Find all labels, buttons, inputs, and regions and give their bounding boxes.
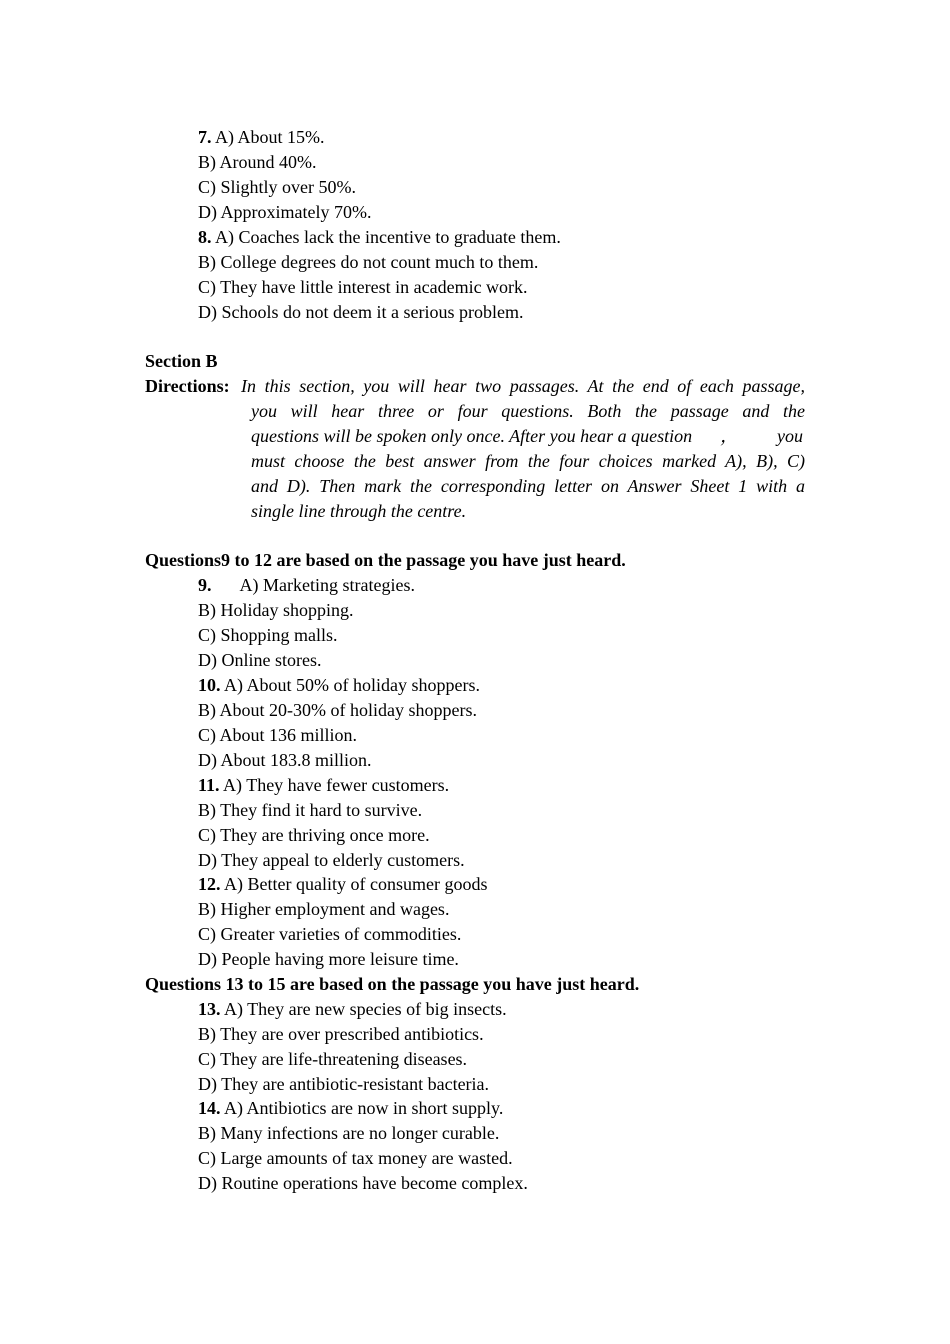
q10-option-b: B) About 20-30% of holiday shoppers. — [198, 700, 477, 720]
q13-option-a: 13. A) They are new species of big insects. — [198, 999, 507, 1019]
section-title: Section B — [145, 351, 218, 371]
q13-option-d: D) They are antibiotic-resistant bacteria. — [198, 1074, 490, 1094]
q12-option-c: C) Greater varieties of commodities. — [198, 924, 462, 944]
q14-option-c: C) Large amounts of tax money are wasted. — [198, 1148, 513, 1168]
q13-option-c: C) They are life-threatening diseases. — [198, 1049, 468, 1069]
q8-number: 8. — [198, 227, 212, 247]
directions-line-6: single line through the centre. — [251, 501, 467, 521]
directions-line-4: must choose the best answer from the four choices marked A), B), C) — [251, 451, 805, 471]
directions-line-5: and D). Then mark the corresponding letter on Answer Sheet 1 with a — [251, 476, 805, 496]
q9-number: 9. — [198, 575, 212, 595]
group1-heading: Questions9 to 12 are based on the passage you have just heard. — [145, 550, 626, 570]
q8-option-b: B) College degrees do not count much to them. — [198, 252, 539, 272]
q10-option-a: 10. A) About 50% of holiday shoppers. — [198, 675, 480, 695]
directions-line-2: you will hear three or four questions. Both the passage and the — [251, 401, 805, 421]
q10-number: 10. — [198, 675, 221, 695]
q8-option-a: 8. A) Coaches lack the incentive to graduate them. — [198, 227, 561, 247]
q11-number: 11. — [198, 775, 220, 795]
q7-option-c: C) Slightly over 50%. — [198, 177, 356, 197]
q10-option-d: D) About 183.8 million. — [198, 750, 372, 770]
directions-line-1: In this section, you will hear two passages. At the end of each passage, — [241, 376, 805, 396]
q13-option-b: B) They are over prescribed antibiotics. — [198, 1024, 484, 1044]
q14-option-a: 14. A) Antibiotics are now in short supply. — [198, 1098, 504, 1118]
directions-label: Directions: — [145, 376, 230, 396]
q11-option-c: C) They are thriving once more. — [198, 825, 430, 845]
q12-option-b: B) Higher employment and wages. — [198, 899, 450, 919]
q7-option-a: 7. A) About 15%. — [198, 127, 325, 147]
q11-option-a: 11. A) They have fewer customers. — [198, 775, 450, 795]
q10-option-c: C) About 136 million. — [198, 725, 358, 745]
q8-option-d: D) Schools do not deem it a serious problem. — [198, 302, 524, 322]
q8-option-c: C) They have little interest in academic work. — [198, 277, 528, 297]
q7-number: 7. — [198, 127, 212, 147]
q12-option-d: D) People having more leisure time. — [198, 949, 459, 969]
fullwidth-comma: ， — [720, 426, 739, 446]
q9-option-a: 9. A) Marketing strategies. — [198, 575, 415, 595]
group2-heading: Questions 13 to 15 are based on the passage you have just heard. — [145, 974, 640, 994]
directions-line-3: questions will be spoken only once. After you hear a question ， — [251, 426, 739, 446]
q11-option-d: D) They appeal to elderly customers. — [198, 850, 465, 870]
q7-option-d: D) Approximately 70%. — [198, 202, 372, 222]
q12-option-a: 12. A) Better quality of consumer goods — [198, 874, 488, 894]
directions-line-3-end: you — [777, 426, 803, 446]
q14-option-d: D) Routine operations have become complex. — [198, 1173, 528, 1193]
q9-option-c: C) Shopping malls. — [198, 625, 338, 645]
q13-number: 13. — [198, 999, 221, 1019]
q9-option-d: D) Online stores. — [198, 650, 322, 670]
q14-option-b: B) Many infections are no longer curable. — [198, 1123, 500, 1143]
q9-option-b: B) Holiday shopping. — [198, 600, 354, 620]
q11-option-b: B) They find it hard to survive. — [198, 800, 423, 820]
q14-number: 14. — [198, 1098, 221, 1118]
q12-number: 12. — [198, 874, 221, 894]
q7-option-b: B) Around 40%. — [198, 152, 317, 172]
